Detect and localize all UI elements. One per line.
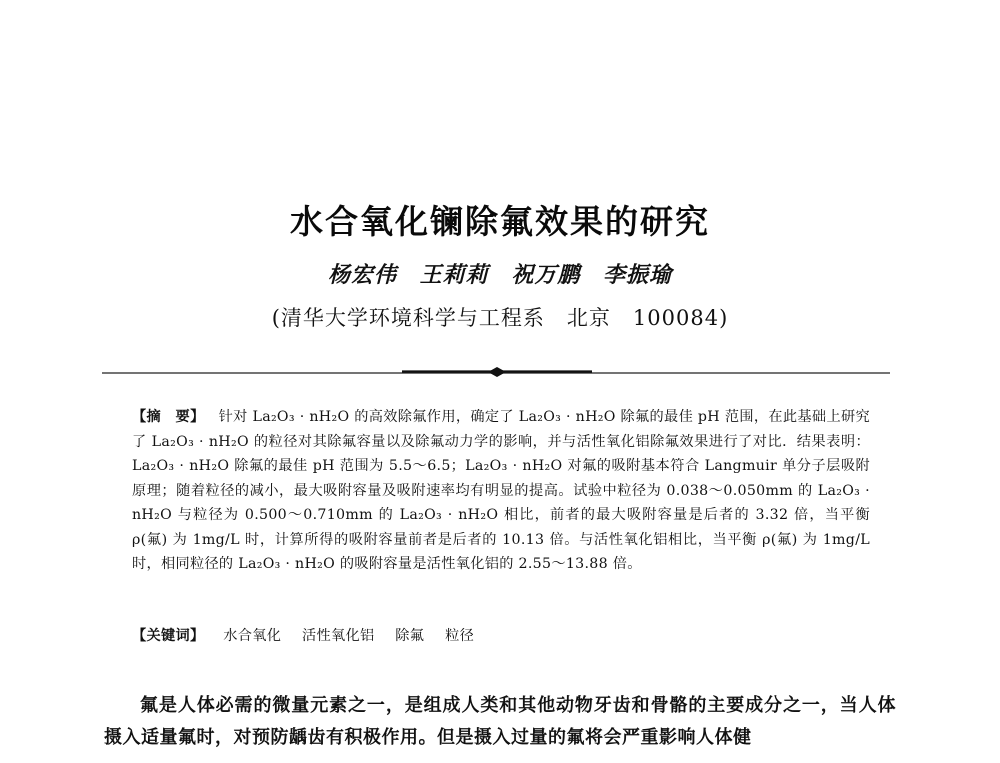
keywords-block <box>132 624 870 648</box>
abstract-block <box>132 405 870 577</box>
author-name: 杨宏伟 <box>327 262 397 288</box>
keyword: 活性氧化铝 <box>302 628 375 644</box>
abstract-label: 【摘 要】 <box>132 409 205 425</box>
author-name: 李振瑜 <box>603 262 673 288</box>
affiliation: (清华大学环境科学与工程系 北京 100084) <box>271 306 729 330</box>
keywords-label: 【关键词】 <box>132 628 205 644</box>
author-name: 王莉莉 <box>419 262 489 288</box>
author-name: 祝万鹏 <box>511 262 581 288</box>
keyword: 粒径 <box>445 628 475 644</box>
author-list <box>0 258 1000 289</box>
paper-title: 水合氧化镧除氟效果的研究 <box>290 202 710 241</box>
abstract-text: 针对 La₂O₃ · nH₂O 的高效除氟作用，确定了 La₂O₃ · nH₂O 除氟的最佳 pH 范围，在此基础上研究了 La₂O₃ · nH₂O 的粒径对其除氟容量以及除氟动力学的影响，并与活性氧化铝除氟效果进行了对比．结果表明：La₂O₃ · nH₂O 除氟的最佳 pH 范围为 5.5～6.5；La₂O₃ · nH₂O 对氟的吸附基本符合 Langmuir 单分子层吸附原理；随着粒径的减小，最大吸附容量及吸附速率均有明显的提高。试验中粒径为 0.038～0.050mm 的 La₂O₃ · nH₂O 与粒径为 0.500～0.710mm 的 La₂O₃ · nH₂O 相比，前者的最大吸附容量是后者的 3.32 倍，当平衡 ρ(氟) 为 1mg/L 时，计算所得的吸附容量前者是后者的 10.13 倍。与活性氧化铝相比，当平衡 ρ(氟) 为 1mg/L 时，相同粒径的 La₂O₃ · nH₂O 的吸附容量是活性氧化铝的 2.55～13.88 倍。 <box>132 409 870 572</box>
ornamental-divider <box>102 366 890 378</box>
keyword: 除氟 <box>395 628 425 644</box>
keyword: 水合氧化 <box>223 628 282 644</box>
body-paragraph: 氟是人体必需的微量元素之一，是组成人类和其他动物牙齿和骨骼的主要成分之一，当人体摄入适量氟时，对预防龋齿有积极作用。但是摄入过量的氟将会严重影响人体健 <box>104 695 896 748</box>
